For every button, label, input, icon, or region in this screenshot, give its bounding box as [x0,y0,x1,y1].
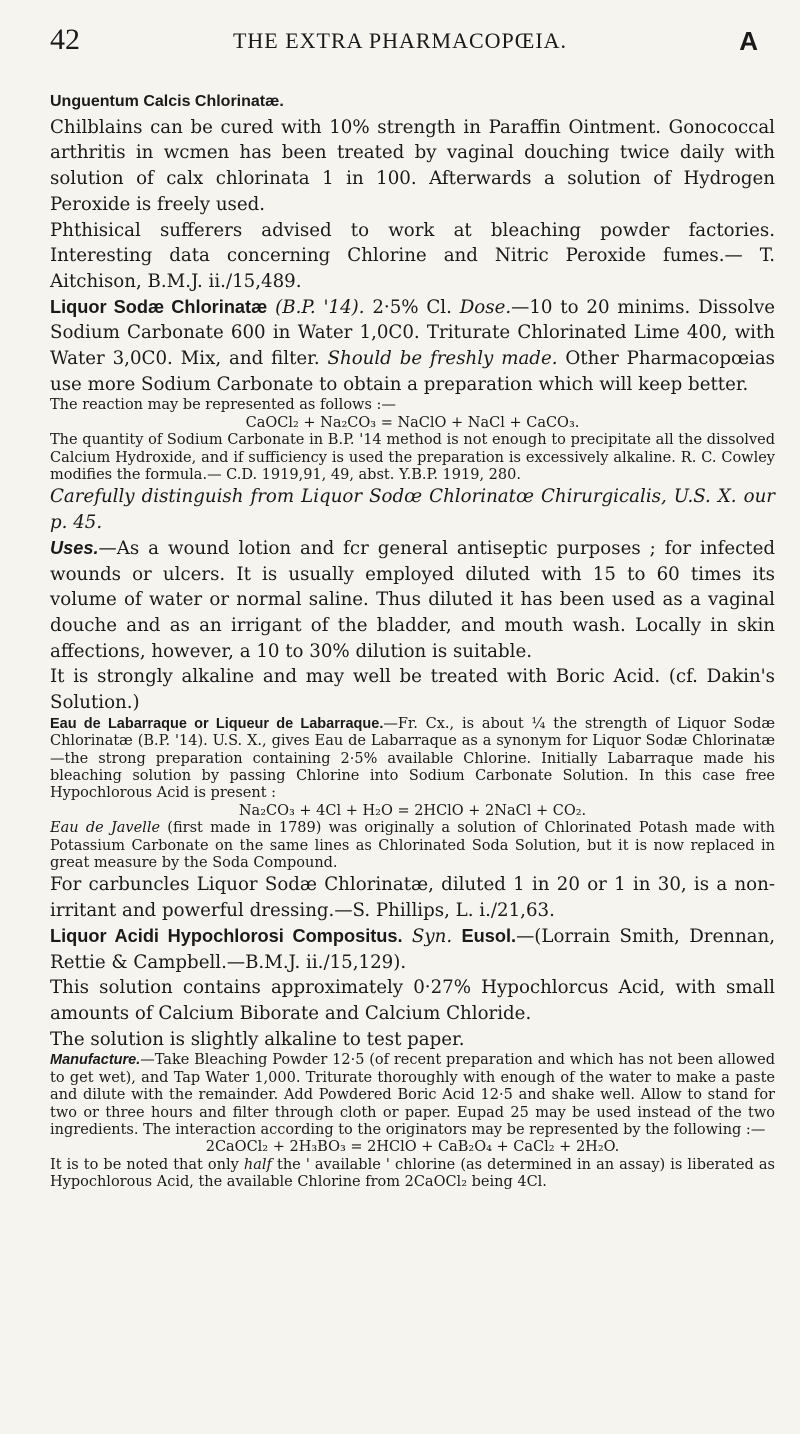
acidi-composition: This solution contains approximately 0·27% Hypochlorcus Acid, with small amounts of Calcium Biborate and Calcium Chloride. [50,977,775,1024]
reaction-note: The reaction may be represented as follows :— [50,397,396,414]
eau-labarraque-paragraph: Eau de Labarraque or Liqueur de Labarraque.—Fr. Cx., is about ¼ the strength of Liquor Sodæ Chlorinatæ (B.P. '14). U.S. X., gives Eau de Labarraque as a synonym for Liquor Sodæ Chlorinatæ—the strong preparation containing 2·5% available Chlorine. Initially Labarraque made his bleaching solution by passing Chlorine into Sodium Carbonate Solution. In this case free Hypochlorous Acid is present : [50,715,775,802]
page-header [0,22,800,62]
unguentum-paragraph-2: Phthisical sufferers advised to work at bleaching powder factories. Interesting data concerning Chlorine and Nitric Peroxide fumes.— T. Aitchison, B.M.J. ii./15,489. [50,219,775,292]
acidi-heading: Liquor Acidi Hypochlorosi Compositus. [50,925,403,946]
page-body [50,88,775,1192]
manufacture-paragraph: Manufacture.—Take Bleaching Powder 12·5 (of recent preparation and which has not been allowed to get wet), and Tap Water 1,000. Triturate thoroughly with enough of the water to make a paste and dilute with the remainder. Add Powdered Boric Acid 12·5 and shake well. Allow to stand for two or three hours and filter through cloth or paper. Eupad 25 may be used instead of the two ingredients. The interaction according to the originators may be represented by the following :— [50,1052,775,1138]
manufacture-label: Manufacture. [50,1052,141,1069]
liquor-sodae-ref: (B.P. '14). [275,296,365,318]
acidi-paragraph: Liquor Acidi Hypochlorosi Compositus. Syn. Eusol.—(Lorrain Smith, Drennan, Rettie & Campbell.—B.M.J. ii./15,129). [50,925,775,973]
uses-label: Uses. [50,537,99,558]
alkaline-paragraph: It is strongly alkaline and may well be treated with Boric Acid. (cf. Dakin's Solution.) [50,666,775,714]
javelle-paragraph: Eau de Javelle (first made in 1789) was originally a solution of Chlorinated Potash made with Potassium Carbonate on the same lines as Chlorinated Soda Solution, but it is now replaced in great measure by the Soda Compound. [50,820,775,872]
javelle-label: Eau de Javelle [50,820,161,837]
eau-labarraque-heading: Eau de Labarraque or Liqueur de Labarraque. [50,715,384,732]
labarraque-equation: Na₂CO₃ + 4Cl + H₂O = 2HClO + 2NaCl + CO₂. [238,802,587,819]
running-title: THE EXTRA PHARMACOPŒIA. [232,28,568,53]
fresh-note: Should be freshly made. [327,348,558,370]
unguentum-heading: Unguentum Calcis Chlorinatæ. [50,93,284,110]
unguentum-paragraph-1: Chilblains can be cured with 10% strength in Paraffin Ointment. Gonococcal arthritis in wcmen has been treated by vaginal douching twice daily with solution of calx chlorinata 1 in 100. Afterwards a solution of Hydrogen Peroxide is freely used. [50,116,775,215]
liquor-sodae-paragraph: Liquor Sodæ Chlorinatæ (B.P. '14). 2·5% Cl. Dose.—10 to 20 minims. Dissolve Sodium Carbonate 600 in Water 1,0C0. Triturate Chlorinated Lime 400, with Water 3,0C0. Mix, and filter. Should be freshly made. Other Pharmacopœias use more Sodium Carbonate to obtain a preparation which will keep better. [50,296,775,395]
page-number: 42 [50,23,80,56]
carbuncles-paragraph: For carbuncles Liquor Sodæ Chlorinatæ, diluted 1 in 20 or 1 in 30, is a non-irritant and powerful dressing.—S. Phillips, L. i./21,63. [50,874,775,922]
acidi-alkaline: The solution is slightly alkaline to test paper. [50,1028,465,1050]
eusol-label: Eusol. [461,925,517,946]
cowley-note: The quantity of Sodium Carbonate in B.P. '14 method is not enough to precipitate all the dissolved Calcium Hydroxide, and if sufficiency is used the preparation is excessively alkaline. R. C. Cowley modifies the formula.— C.D. 1919,91, 49, abst. Y.B.P. 1919, 280. [50,432,775,484]
uses-paragraph: Uses.—As a wound lotion and fcr general antiseptic purposes ; for infected wounds or ulcers. It is usually employed diluted with 15 to 60 times its volume of water or normal saline. Thus diluted it has been used as a vaginal douche and as an irrigant of the bladder, and mouth wash. Locally in skin affections, however, a 10 to 30% dilution is suitable. [50,537,775,662]
final-note: It is to be noted that only half the ' available ' chlorine (as determined in an assay) is liberated as Hypochlorous Acid, the available Chlorine from 2CaOCl₂ being 4Cl. [50,1156,775,1191]
distinguish-note: Carefully distinguish from Liquor Sodœ Chlorinatœ Chirurgicalis, U.S. X. our p. 45. [50,486,775,534]
section-letter: A [739,26,758,56]
liquor-sodae-heading: Liquor Sodæ Chlorinatæ [50,296,268,317]
manufacture-equation: 2CaOCl₂ + 2H₃BO₃ = 2HClO + CaB₂O₄ + CaCl₂ + 2H₂O. [205,1139,620,1156]
dose-label: Dose. [459,296,512,318]
reaction-equation: CaOCl₂ + Na₂CO₃ = NaClO + NaCl + CaCO₃. [245,414,580,431]
